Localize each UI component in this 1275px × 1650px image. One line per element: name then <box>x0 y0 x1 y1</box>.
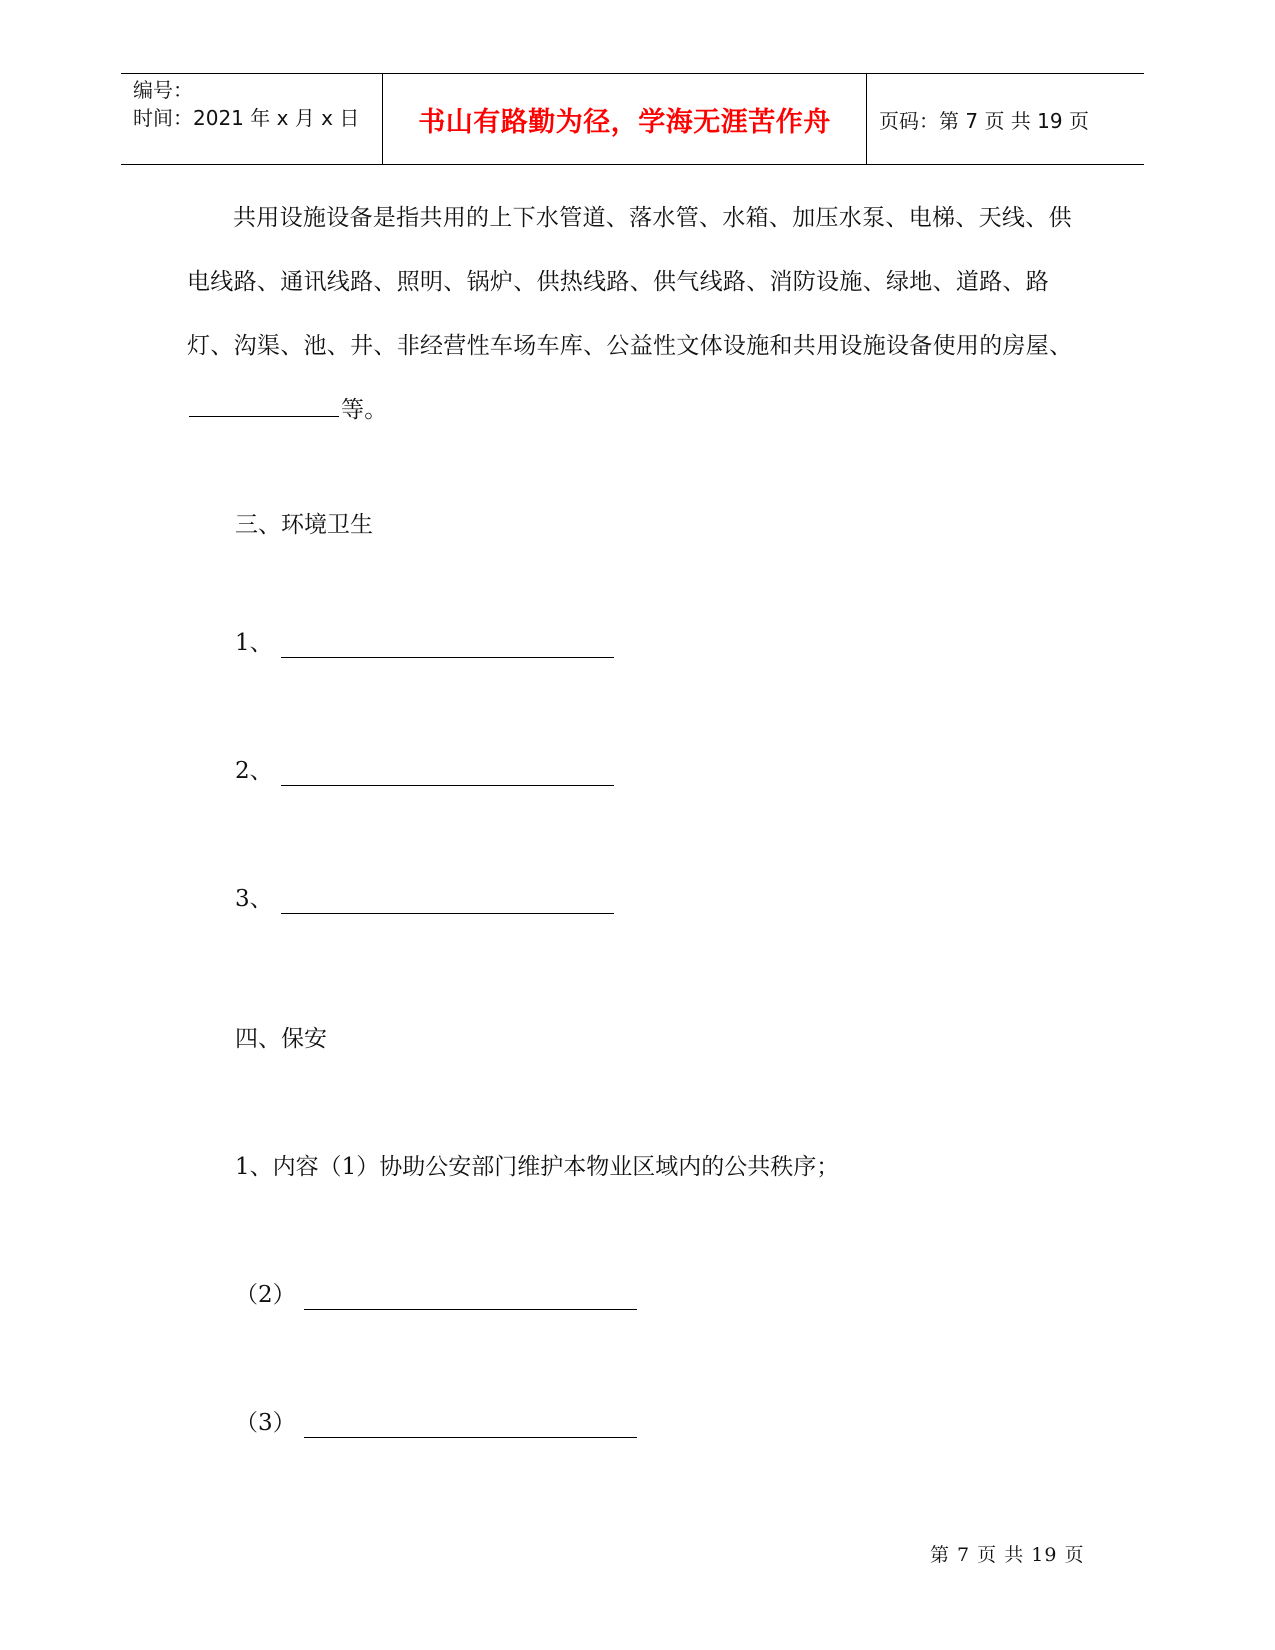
fill-blank-line[interactable] <box>281 889 614 914</box>
section3-item-1 <box>235 628 614 658</box>
section4-item-1 <box>235 1152 839 1182</box>
inline-blank[interactable] <box>189 394 339 417</box>
section4-item1-text: 1、内容（1）协助公安部门维护本物业区域内的公共秩序； <box>235 1154 840 1180</box>
header-page-cell <box>867 74 1144 164</box>
item-label: 1、 <box>235 630 273 656</box>
section3-item-2 <box>235 756 614 786</box>
main-paragraph <box>187 186 1087 442</box>
sub-label: （3） <box>235 1410 296 1436</box>
fill-blank-line[interactable] <box>281 761 614 786</box>
page-info: 页码：第 7 页 共 19 页 <box>879 108 1089 133</box>
paragraph-main-text: 共用设施设备是指共用的上下水管道、落水管、水箱、加压水泵、电梯、天线、供电线路、通讯线路、照明、锅炉、供热线路、供气线路、消防设施、绿地、道路、路灯、沟渠、池、井、非经营性车场车库、公益性文体设施和共用设施设备使用的房屋、 <box>187 205 1073 359</box>
header-motto-cell <box>383 74 867 164</box>
time-label: 时间：2021 年 x 月 x 日 <box>133 106 360 130</box>
section3-title: 三、环境卫生 <box>235 512 373 538</box>
motto-text: 书山有路勤为径，学海无涯苦作舟 <box>418 106 831 138</box>
section3-item-3 <box>235 884 614 914</box>
item-label: 2、 <box>235 758 273 784</box>
sub-label: （2） <box>235 1282 296 1308</box>
section4-heading <box>235 1024 327 1054</box>
section4-sub-3 <box>235 1408 637 1438</box>
header-left-cell <box>121 74 383 164</box>
item-label: 3、 <box>235 886 273 912</box>
section3-heading <box>235 510 373 540</box>
fill-blank-line[interactable] <box>304 1413 637 1438</box>
header-table <box>121 73 1144 165</box>
page-footer: 第 7 页 共 19 页 <box>930 1544 1085 1566</box>
number-label: 编号： <box>133 78 193 102</box>
section4-sub-2 <box>235 1280 637 1310</box>
fill-blank-line[interactable] <box>281 633 614 658</box>
section4-title: 四、保安 <box>235 1026 327 1052</box>
paragraph-tail-text: 等。 <box>341 397 388 423</box>
fill-blank-line[interactable] <box>304 1285 637 1310</box>
